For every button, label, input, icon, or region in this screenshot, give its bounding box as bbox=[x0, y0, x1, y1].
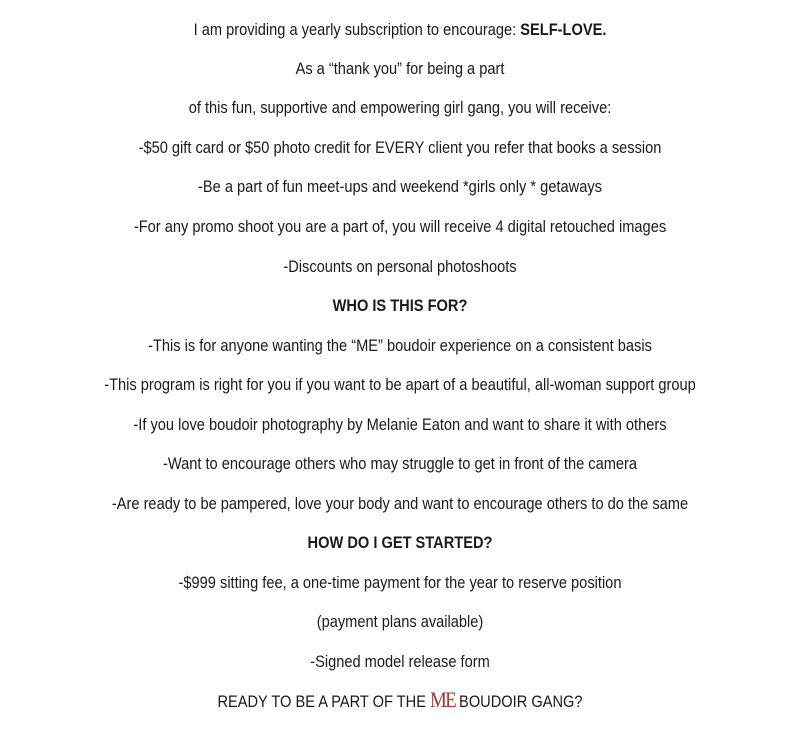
intro-line-1: I am providing a yearly subscription to encourage: SELF-LOVE. bbox=[193, 20, 607, 39]
benefit-item: -$50 gift card or $50 photo credit for EVERY client you refer that books a session bbox=[138, 138, 662, 157]
me-logo-icon: ME bbox=[430, 687, 455, 712]
who-item: -Want to encourage others who may struggle to get in front of the camera bbox=[162, 454, 638, 473]
who-item: -If you love boudoir photography by Melanie Eaton and want to share it with others bbox=[133, 415, 667, 434]
start-item: -Signed model release form bbox=[310, 652, 490, 671]
self-love-emphasis: SELF-LOVE. bbox=[520, 20, 607, 39]
intro-line-2: As a “thank you” for being a part bbox=[295, 59, 505, 78]
intro-line-3: of this fun, supportive and empowering girl gang, you will receive: bbox=[188, 98, 612, 117]
benefit-item: -Discounts on personal photoshoots bbox=[283, 257, 517, 276]
start-item: -$999 sitting fee, a one-time payment for the year to reserve position bbox=[178, 573, 622, 592]
who-item: -Are ready to be pampered, love your body and want to encourage others to do the same bbox=[111, 494, 689, 513]
cta-line: READY TO BE A PART OF THE ME BOUDOIR GANG? bbox=[217, 687, 583, 712]
start-item: (payment plans available) bbox=[316, 612, 484, 631]
benefit-item: -For any promo shoot you are a part of, you will receive 4 digital retouched images bbox=[133, 217, 667, 236]
benefit-item: -Be a part of fun meet-ups and weekend *girls only * getaways bbox=[198, 177, 602, 196]
who-item: -This program is right for you if you want to be apart of a beautiful, all-woman support group bbox=[104, 375, 696, 394]
who-item: -This is for anyone wanting the “ME” boudoir experience on a consistent basis bbox=[148, 336, 652, 355]
who-heading: WHO IS THIS FOR? bbox=[332, 296, 468, 315]
start-heading: HOW DO I GET STARTED? bbox=[307, 533, 493, 552]
